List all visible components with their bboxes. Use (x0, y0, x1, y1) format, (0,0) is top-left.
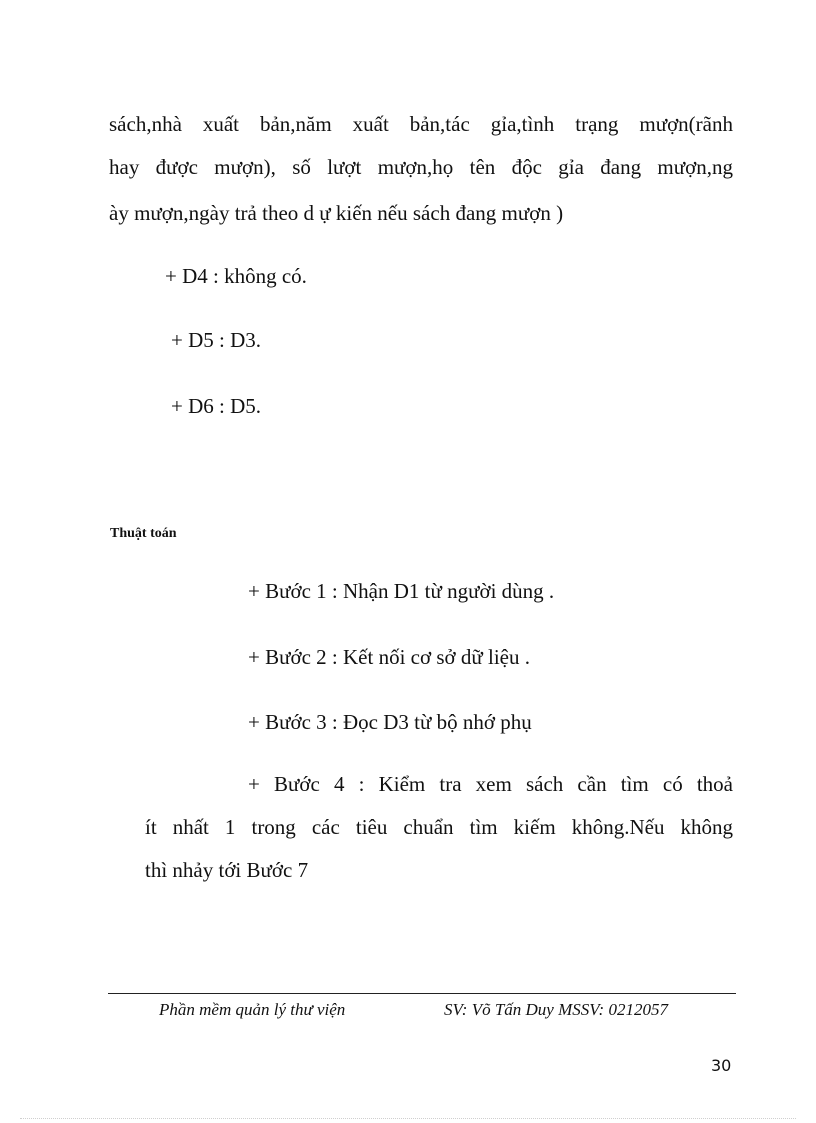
step-4-line-2: ít nhất 1 trong các tiêu chuẩn tìm kiếm không.Nếu không (145, 815, 733, 839)
footer-student: SV: Võ Tấn Duy MSSV: 0212057 (444, 1000, 668, 1019)
algorithm-heading: Thuật toán (110, 526, 177, 541)
footer-rule (108, 993, 736, 994)
footer-title: Phần mềm quản lý thư viện (159, 1000, 346, 1019)
body-line-2: hay được mượn), số lượt mượn,họ tên độc gỉa đang mượn,ng (109, 155, 733, 179)
item-d4: + D4 : không có. (165, 264, 307, 288)
page-number: 30 (711, 1056, 732, 1075)
step-1: + Bước 1 : Nhận D1 từ người dùng . (248, 579, 555, 603)
step-2: + Bước 2 : Kết nối cơ sở dữ liệu . (248, 645, 530, 669)
item-d6: + D6 : D5. (171, 394, 262, 418)
body-line-1: sách,nhà xuất bản,năm xuất bản,tác gỉa,tình trạng mượn(rãnh (109, 112, 733, 136)
step-4-line-1: + Bước 4 : Kiểm tra xem sách cần tìm có thoả (248, 772, 733, 796)
body-line-3: ày mượn,ngày trả theo d ự kiến nếu sách đang mượn ) (109, 201, 564, 225)
item-d5: + D5 : D3. (171, 328, 262, 352)
page-edge-divider (20, 1118, 796, 1119)
step-3: + Bước 3 : Đọc D3 từ bộ nhớ phụ (248, 710, 532, 734)
step-4-line-3: thì nhảy tới Bước 7 (145, 858, 309, 882)
